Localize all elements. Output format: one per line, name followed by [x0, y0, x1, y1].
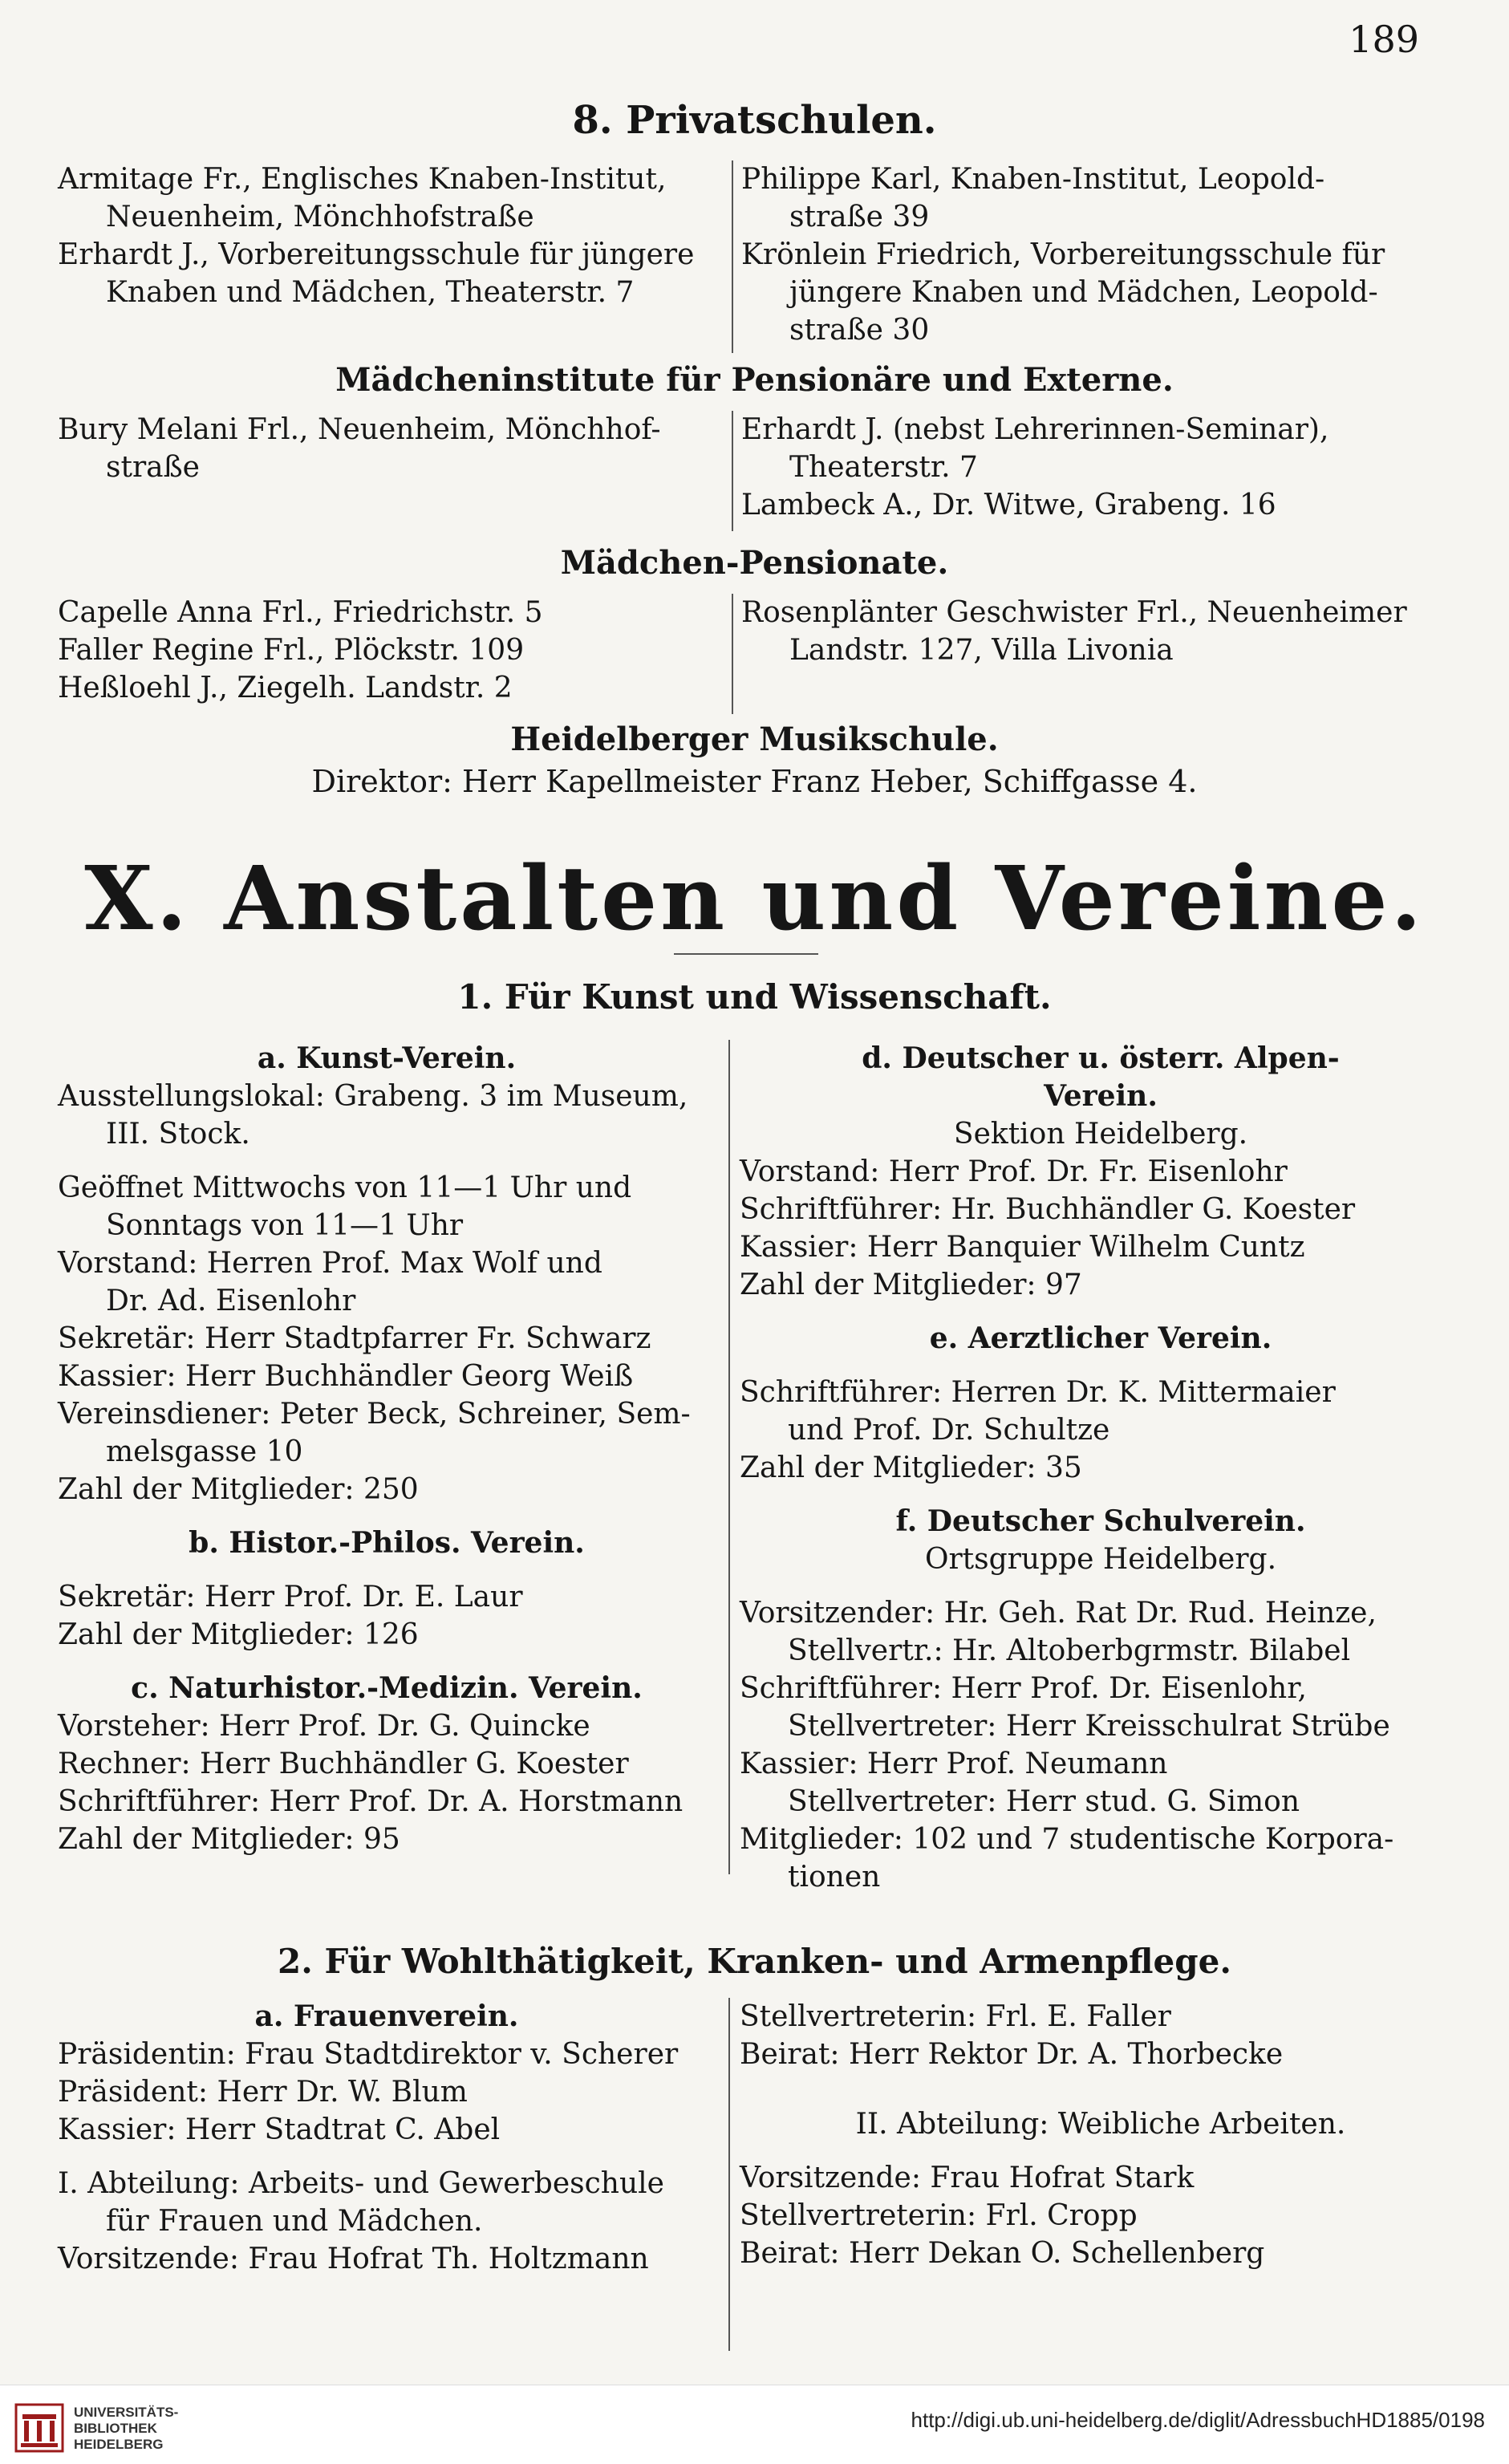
directory-entry: Lambeck A., Dr. Witwe, Grabeng. 16: [741, 489, 1276, 522]
directory-entry: Stellvertreterin: Frl. Cropp: [740, 2199, 1138, 2232]
directory-entry: und Prof. Dr. Schultze: [788, 1414, 1110, 1447]
directory-entry: Krönlein Friedrich, Vorbereitungsschule für: [741, 238, 1385, 271]
directory-entry: Theaterstr. 7: [789, 451, 978, 484]
directory-entry: Vorstand: Herren Prof. Max Wolf und: [58, 1247, 602, 1280]
spacer: [58, 2149, 716, 2165]
spacer: [740, 1487, 1462, 1503]
directory-entry: tionen: [788, 1861, 881, 1894]
spacer: [740, 1578, 1462, 1594]
directory-entry: Vorsitzende: Frau Hofrat Th. Holtzmann: [58, 2243, 649, 2275]
vereine2-right-column: [740, 1998, 1462, 2272]
vereine-left-column: [58, 1040, 716, 1858]
maedchenpensionate-right-column: [741, 594, 1463, 669]
column-divider: [732, 594, 733, 714]
maedcheninstitute-left-column: [58, 411, 732, 486]
directory-entry: Schriftführer: Herr Prof. Dr. A. Horstmann: [58, 1785, 684, 1818]
directory-entry: Geöffnet Mittwochs von 11—1 Uhr und: [58, 1171, 632, 1204]
page-number: 189: [1349, 18, 1419, 61]
entry-heading: c. Naturhistor.-Medizin. Verein.: [131, 1671, 643, 1705]
directory-entry: I. Abteilung: Arbeits- und Gewerbeschule: [58, 2167, 664, 2200]
directory-entry: Philippe Karl, Knaben-Institut, Leopold-: [741, 163, 1325, 196]
directory-entry: III. Stock.: [106, 1118, 250, 1151]
library-name: [74, 2405, 178, 2453]
entry-heading: e. Aerztlicher Verein.: [929, 1321, 1272, 1355]
directory-entry: Präsident: Herr Dr. W. Blum: [58, 2076, 468, 2109]
directory-entry: Schriftführer: Herr Prof. Dr. Eisenlohr,: [740, 1672, 1307, 1705]
directory-entry: Zahl der Mitglieder: 97: [740, 1269, 1082, 1301]
heading-privatschulen: 8. Privatschulen.: [572, 98, 937, 143]
heading-musikschule: Heidelberger Musikschule.: [510, 721, 999, 758]
directory-entry: Erhardt J., Vorbereitungsschule für jüngere: [58, 238, 695, 271]
directory-entry: Stellvertr.: Hr. Altoberbgrmstr. Bilabel: [788, 1634, 1351, 1667]
directory-entry: Zahl der Mitglieder: 250: [58, 1473, 419, 1506]
directory-entry: Faller Regine Frl., Plöckstr. 109: [58, 634, 525, 667]
directory-entry: Vorsitzende: Frau Hofrat Stark: [740, 2162, 1195, 2194]
directory-entry: Vereinsdiener: Peter Beck, Schreiner, Sem-: [58, 1398, 691, 1431]
vereine-right-column: [740, 1040, 1462, 1896]
spacer: [58, 1153, 716, 1169]
musikschule-director: Direktor: Herr Kapellmeister Franz Heber, Schiffgasse 4.: [311, 764, 1198, 799]
directory-entry: Schriftführer: Herren Dr. K. Mittermaier: [740, 1376, 1336, 1409]
directory-entry: Ortsgruppe Heidelberg.: [924, 1543, 1277, 1576]
directory-entry: Heßloehl J., Ziegelh. Landstr. 2: [58, 672, 513, 704]
directory-entry: Landstr. 127, Villa Livonia: [789, 634, 1174, 667]
directory-entry: Beirat: Herr Dekan O. Schellenberg: [740, 2237, 1265, 2270]
directory-entry: jüngere Knaben und Mädchen, Leopold-: [789, 276, 1378, 309]
spacer: [740, 2073, 1462, 2105]
directory-entry: straße 30: [789, 314, 930, 347]
heading-maedcheninstitute: Mädcheninstitute für Pensionäre und Externe.: [335, 361, 1174, 399]
directory-entry: Stellvertreter: Herr Kreisschulrat Strübe: [788, 1710, 1390, 1743]
directory-entry: Zahl der Mitglieder: 35: [740, 1451, 1082, 1484]
directory-entry: Dr. Ad. Eisenlohr: [106, 1285, 356, 1317]
privatschulen-right-column: [741, 160, 1463, 349]
directory-entry: Mitglieder: 102 und 7 studentische Korpora-: [740, 1823, 1394, 1856]
directory-entry: Knaben und Mädchen, Theaterstr. 7: [106, 276, 635, 309]
directory-entry: Bury Melani Frl., Neuenheim, Mönchhof-: [58, 413, 661, 446]
directory-entry: Sekretär: Herr Prof. Dr. E. Laur: [58, 1581, 523, 1614]
directory-entry: Capelle Anna Frl., Friedrichstr. 5: [58, 596, 543, 629]
directory-entry: Neuenheim, Mönchhofstraße: [106, 201, 534, 233]
library-name-line-1: UNIVERSITÄTS-: [74, 2405, 179, 2420]
vereine2-left-column: [58, 1998, 716, 2278]
footer-bar: [0, 2385, 1509, 2464]
directory-entry: Sekretär: Herr Stadtpfarrer Fr. Schwarz: [58, 1322, 651, 1355]
directory-entry: Ausstellungslokal: Grabeng. 3 im Museum,: [58, 1080, 688, 1113]
entry-heading: a. Kunst-Verein.: [257, 1041, 517, 1075]
directory-entry: Vorsteher: Herr Prof. Dr. G. Quincke: [58, 1710, 590, 1743]
directory-entry: Schriftführer: Hr. Buchhändler G. Koester: [740, 1193, 1356, 1226]
column-divider: [732, 160, 733, 353]
heading-maedchenpensionate: Mädchen-Pensionate.: [560, 544, 949, 582]
title-underline: [674, 953, 818, 955]
directory-entry: Stellvertreter: Herr stud. G. Simon: [788, 1785, 1300, 1818]
spacer: [58, 1562, 716, 1578]
directory-entry: Rechner: Herr Buchhändler G. Koester: [58, 1748, 629, 1780]
column-divider: [728, 1998, 730, 2351]
maedchenpensionate-left-column: [58, 594, 732, 707]
directory-entry: II. Abteilung: Weibliche Arbeiten.: [855, 2108, 1346, 2141]
directory-entry: Sektion Heidelberg.: [953, 1118, 1248, 1151]
directory-entry: Kassier: Herr Prof. Neumann: [740, 1748, 1168, 1780]
directory-entry: Kassier: Herr Banquier Wilhelm Cuntz: [740, 1231, 1305, 1264]
directory-entry: Vorstand: Herr Prof. Dr. Fr. Eisenlohr: [740, 1155, 1288, 1188]
entry-heading: b. Histor.-Philos. Verein.: [189, 1526, 585, 1560]
subsection-1-title: 1. Für Kunst und Wissenschaft.: [457, 977, 1052, 1017]
section-x-title: X. Anstalten und Vereine.: [84, 846, 1425, 950]
directory-entry: Kassier: Herr Stadtrat C. Abel: [58, 2113, 501, 2146]
spacer: [58, 1508, 716, 1524]
directory-entry: Sonntags von 11—1 Uhr: [106, 1209, 464, 1242]
entry-heading: Verein.: [1044, 1079, 1158, 1113]
directory-entry: melsgasse 10: [106, 1435, 303, 1468]
source-url-link[interactable]: http://digi.ub.uni-heidelberg.de/diglit/AdressbuchHD1885/0198: [911, 2408, 1485, 2432]
spacer: [58, 1654, 716, 1670]
directory-entry: Rosenplänter Geschwister Frl., Neuenheimer: [741, 596, 1407, 629]
directory-entry: straße: [106, 451, 200, 484]
entry-heading: f. Deutscher Schulverein.: [895, 1504, 1306, 1538]
directory-entry: Zahl der Mitglieder: 95: [58, 1823, 400, 1856]
directory-entry: straße 39: [789, 201, 930, 233]
spacer: [740, 1358, 1462, 1374]
spacer: [740, 2143, 1462, 2159]
library-name-line-2: BIBLIOTHEK: [74, 2421, 157, 2436]
directory-entry: Erhardt J. (nebst Lehrerinnen-Seminar),: [741, 413, 1329, 446]
entry-heading: a. Frauenverein.: [254, 1999, 519, 2033]
directory-entry: Kassier: Herr Buchhändler Georg Weiß: [58, 1360, 634, 1393]
entry-heading: d. Deutscher u. österr. Alpen-: [862, 1041, 1340, 1075]
privatschulen-left-column: [58, 160, 732, 311]
directory-entry: Beirat: Herr Rektor Dr. A. Thorbecke: [740, 2038, 1284, 2071]
maedcheninstitute-right-column: [741, 411, 1463, 524]
column-divider: [728, 1040, 730, 1874]
subsection-2-title: 2. Für Wohlthätigkeit, Kranken- und Armenpflege.: [278, 1942, 1231, 1981]
directory-entry: Vorsitzender: Hr. Geh. Rat Dr. Rud. Heinze,: [740, 1597, 1377, 1630]
column-divider: [732, 411, 733, 531]
library-name-line-3: HEIDELBERG: [74, 2437, 164, 2452]
directory-entry: für Frauen und Mädchen.: [106, 2205, 483, 2238]
university-library-logo-icon: [14, 2403, 64, 2453]
directory-entry: Präsidentin: Frau Stadtdirektor v. Scherer: [58, 2038, 679, 2071]
directory-entry: Armitage Fr., Englisches Knaben-Institut,: [58, 163, 667, 196]
directory-entry: Zahl der Mitglieder: 126: [58, 1618, 419, 1651]
spacer: [740, 1304, 1462, 1320]
directory-entry: Stellvertreterin: Frl. E. Faller: [740, 2000, 1171, 2033]
